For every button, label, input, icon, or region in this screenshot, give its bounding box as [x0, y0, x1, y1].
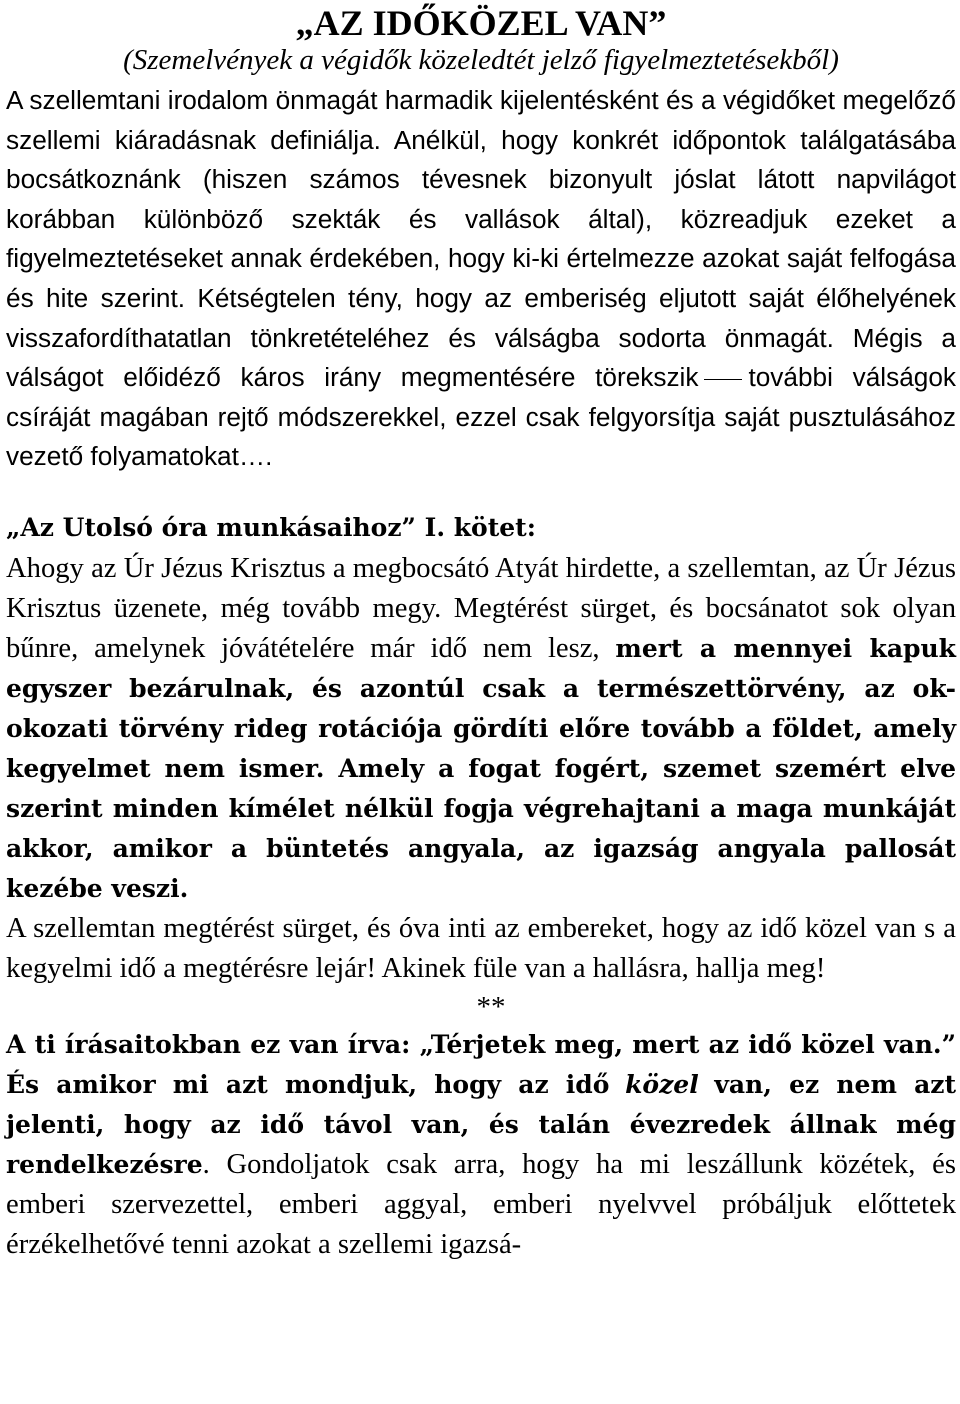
section2-paragraph [6, 1025, 956, 1265]
section2-bold-italic-word: közel [625, 1069, 699, 1099]
section1-para1-normal: Ahogy az Úr Jézus Krisztus a megbocsátó Atyát hirdette, a szellemtan, az Úr Jézus Krisztus üzenete, még tovább megy. Megtérést sürget, és bocsánatot sok olyan bűnre, amelynek jóvátételére már idő nem lesz, [6, 552, 956, 664]
document-page [6, 2, 956, 1265]
intro-text-part2: további válságok csíráját magában rejtő módszerekkel, ezzel csak felgyorsítja saját pusztulásához vezető folyamatokat…. [6, 362, 956, 472]
intro-text-part1: A szellemtani irodalom önmagát harmadik kijelentésként és a végidőket megelőző szellemi kiáradásnak definiálja. Anélkül, hogy konkrét időpontok találgatásába bocsátkoznánk (hiszen számos tévesnek bizonyult jóslat látott napvilágot korábban különböző szekták és vallások által), közreadjuk ezeket a figyelmeztetéseket annak érdekében, hogy ki-ki értelmezze azokat saját felfogása és hite szerint. Kétségtelen tény, hogy az emberiség eljutott saját élőhelyének visszafordíthatatlan tönkretételéhez és válságba sodorta önmagát. Mégis a válságot előidéző káros irány megmentésére törekszik [6, 85, 956, 393]
section-spacer [6, 477, 956, 511]
section2-normal-text: . Gondoljatok csak arra, hogy ha mi leszállunk közétek, és emberi szervezettel, emberi aggyal, emberi nyelvvel próbáljuk előttetek érzékelhetővé tenni azokat a szellemi igazsá- [6, 1148, 956, 1260]
section1-para1-bold: mert a mennyei kapuk egyszer bezárulnak, és azontúl csak a természettörvény, az ok-okozati törvény rideg rotációja gördíti előre tovább a földet, amely kegyelmet nem ismer. Amely a fogat fogért, szemet szemért elve szerint minden kímélet nélkül fogja végrehajtani a maga munkáját akkor, amikor a büntetés angyala, az igazság angyala pallosát kezébe veszi. [6, 633, 957, 903]
section1-paragraph2: A szellemtan megtérést sürget, és óva inti az embereket, hogy az idő közel van s a kegyelmi idő a megtérésre lejár! Akinek füle van a hallásra, hallja meg! [6, 912, 956, 984]
section1-paragraph1 [6, 549, 956, 909]
dash-separator [704, 379, 742, 380]
section-heading: „Az Utolsó óra munkásaihoz” I. kötet: [6, 512, 536, 542]
document-title: „AZ IDŐKÖZEL VAN” [295, 3, 667, 43]
section2-bold-text-2: van, ez nem azt jelenti, hogy az idő távol van, és talán évezredek állnak még rendelkezésre [6, 1069, 957, 1179]
intro-paragraph [6, 81, 956, 477]
separator-stars: ** [476, 990, 506, 1023]
document-subtitle: (Szemelvények a végidők közeledtét jelző figyelmeztetésekből) [123, 44, 839, 76]
section2-bold-text-1: A ti írásaitokban ez van írva: „Térjetek meg, mert az idő közel van.” És amikor mi azt mondjuk, hogy az idő [6, 1029, 956, 1099]
